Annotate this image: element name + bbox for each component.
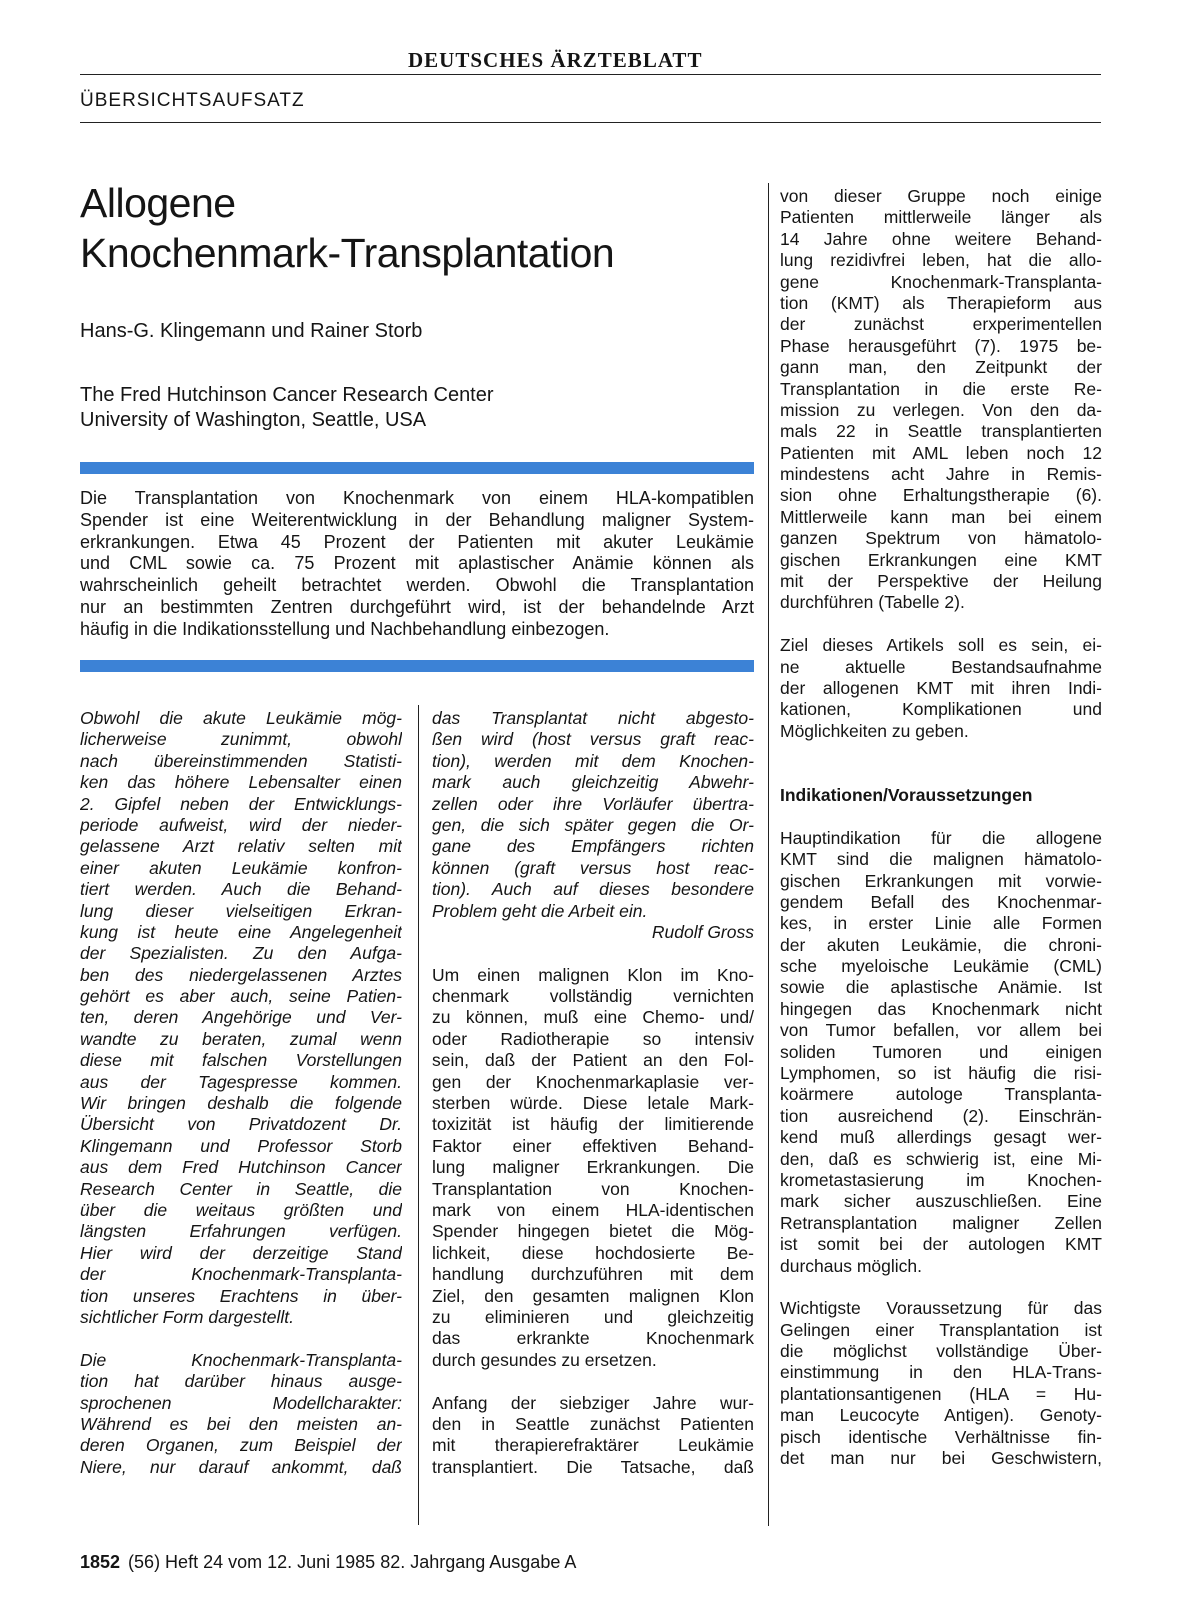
text-line: zellen oder ihre Vorläufer übertra- [432, 793, 754, 814]
text-line: Retransplantation maligner Zellen [780, 1212, 1102, 1233]
text-line: längsten Erfahrungen verfügen. [80, 1221, 402, 1242]
text-line: lung maligner Erkrankungen. Die [432, 1157, 754, 1178]
abstract [80, 488, 754, 641]
text-line: das erkrankte Knochenmark [432, 1328, 754, 1349]
header-rule-top [80, 74, 1101, 75]
text-line: Ziel dieses Artikels soll es sein, ei- [780, 635, 1102, 656]
text-line: krometastasierung im Knochen- [780, 1169, 1102, 1190]
body-column-3 [780, 186, 1102, 1469]
text-line: gelassene Arzt relativ selten mit [80, 836, 402, 857]
text-line: nach übereinstimmenden Statisti- [80, 750, 402, 771]
text-line: Phase herausgeführt (7). 1975 be- [780, 335, 1102, 356]
text-line: Anfang der siebziger Jahre wur- [432, 1392, 754, 1413]
text-line: sowie die aplastische Anämie. Ist [780, 977, 1102, 998]
section-label: ÜBERSICHTSAUFSATZ [80, 90, 305, 111]
text-line: sion ohne Erhaltungstherapie (6). [780, 485, 1102, 506]
text-line: kung ist heute eine Angelegenheit [80, 921, 402, 942]
text-line: koärmere autologe Transplanta- [780, 1084, 1102, 1105]
text-line: zu eliminieren und gleichzeitig [432, 1306, 754, 1327]
affiliation-line: University of Washington, Seattle, USA [80, 409, 427, 431]
text-line: gane des Empfängers richten [432, 836, 754, 857]
text-line: mission zu verlegen. Von den da- [780, 399, 1102, 420]
text-line: und CML sowie ca. 75 Prozent mit aplastischer Anämie können als [80, 553, 754, 574]
text-line: wahrscheinlich geheilt betrachtet werden. Obwohl die Transplantation [80, 575, 754, 596]
text-line: von dieser Gruppe noch einige [780, 186, 1102, 206]
text-line: einer akuten Leukämie konfron- [80, 857, 402, 878]
text-line: pisch identische Verhältnisse fin- [780, 1426, 1102, 1447]
text-line: ne aktuelle Bestandsaufnahme [780, 656, 1102, 677]
text-line: ken das höhere Lebensalter einen [80, 772, 402, 793]
text-line: gen der Knochenmarkaplasie ver- [432, 1071, 754, 1092]
text-line: kes, in erster Linie alle Formen [780, 913, 1102, 934]
text-line: die möglichst vollständige Über- [780, 1341, 1102, 1362]
text-line: soliden Tumoren und einigen [780, 1041, 1102, 1062]
text-line: hingegen das Knochenmark nicht [780, 998, 1102, 1019]
text-line: Wichtigste Voraussetzung für das [780, 1298, 1102, 1319]
text-line: Lymphomen, so ist häufig die risi- [780, 1063, 1102, 1084]
text-line: ßen wird (host versus graft reac- [432, 729, 754, 750]
text-line: Problem geht die Arbeit ein. [432, 900, 648, 921]
text-line: transplantiert. Die Tatsache, daß [432, 1456, 754, 1477]
column-divider-2 [768, 183, 769, 1526]
text-line: Die Transplantation von Knochenmark von einem HLA-kompatiblen [80, 488, 754, 508]
text-line: durch gesundes zu ersetzen. [432, 1349, 657, 1370]
text-line: einstimmung in den HLA-Trans- [780, 1362, 1102, 1383]
text-line: gann man, den Zeitpunkt der [780, 357, 1102, 378]
text-line: toxizität ist häufig der limitierende [432, 1114, 754, 1135]
text-line: sein, daß der Patient an den Fol- [432, 1050, 754, 1071]
text-line: sche myeloische Leukämie (CML) [780, 956, 1102, 977]
text-line: mit therapierefraktärer Leukämie [432, 1435, 754, 1456]
text-line: zu können, muß eine Chemo- und/ [432, 1007, 754, 1028]
text-line: Möglichkeiten zu geben. [780, 720, 969, 741]
text-line: mindestens acht Jahre in Remis- [780, 464, 1102, 485]
text-line: man Leucocyte Antigen). Genoty- [780, 1405, 1102, 1426]
text-line: nur an bestimmten Zentren durchgeführt wird, ist der behandelnde Arzt [80, 596, 754, 617]
text-line: Spender hingegen bietet die Mög- [432, 1221, 754, 1242]
text-line: KMT sind die malignen hämatolo- [780, 849, 1102, 870]
text-line: 2. Gipfel neben der Entwicklungs- [80, 793, 402, 814]
text-line: tion unseres Erachtens in über- [80, 1285, 402, 1306]
text-line: den, daß es schwierig ist, eine Mi- [780, 1148, 1102, 1169]
abstract-bar-top [80, 462, 754, 474]
header-rule-bottom [80, 122, 1101, 123]
text-line: Transplantation von Knochen- [432, 1178, 754, 1199]
text-line: tion ausreichend (2). Einschrän- [780, 1105, 1102, 1126]
text-line: tion). Auch auf dieses besondere [432, 879, 754, 900]
article-affiliation [80, 383, 494, 433]
editorial-signature: Rudolf Gross [651, 921, 754, 942]
text-line: tion), werden mit dem Knochen- [432, 750, 754, 771]
text-line: tion hat darüber hinaus ausge- [80, 1371, 402, 1392]
text-line: mark sicher auszuschließen. Eine [780, 1191, 1102, 1212]
text-line: lung rezidivfrei leben, hat die allo- [780, 250, 1102, 271]
section-heading: Indikationen/Voraussetzungen [780, 784, 1033, 805]
text-line: gene Knochenmark-Transplanta- [780, 271, 1102, 292]
text-line: durchführen (Tabelle 2). [780, 592, 965, 613]
text-line: der zunächst erxperimentellen [780, 314, 1102, 335]
text-line: das Transplantat nicht abgesto- [432, 708, 754, 728]
text-line: ganzen Spektrum von hämatolo- [780, 528, 1102, 549]
text-line: Ziel, den gesamten malignen Klon [432, 1285, 754, 1306]
text-line: ist somit bei der autologen KMT [780, 1234, 1102, 1255]
text-line: Gelingen einer Transplantation ist [780, 1319, 1102, 1340]
affiliation-line: The Fred Hutchinson Cancer Research Center [80, 384, 494, 406]
text-line: periode aufweist, wird der nieder- [80, 814, 402, 835]
text-line: aus dem Fred Hutchinson Cancer [80, 1157, 402, 1178]
abstract-bar-bottom [80, 660, 754, 672]
text-line: Mittlerweile kann man bei einem [780, 506, 1102, 527]
text-line: diese mit falschen Vorstellungen [80, 1050, 402, 1071]
text-line: Um einen malignen Klon im Kno- [432, 964, 754, 985]
text-line: mark auch gleichzeitig Abwehr- [432, 772, 754, 793]
text-line: Während es bei den meisten an- [80, 1413, 402, 1434]
text-line: gehört es aber auch, seine Patien- [80, 986, 402, 1007]
text-line: Patienten mittlerweile länger als [780, 207, 1102, 228]
text-line: den in Seattle zunächst Patienten [432, 1413, 754, 1434]
text-line: gendem Befall des Knochenmar- [780, 891, 1102, 912]
text-line: der allogenen KMT mit ihren Indi- [780, 677, 1102, 698]
text-line: erkrankungen. Etwa 45 Prozent der Patienten mit akuter Leukämie [80, 531, 754, 552]
text-line: Research Center in Seattle, die [80, 1178, 402, 1199]
text-line: aus der Tagespresse kommen. [80, 1071, 402, 1092]
text-line: tiert werden. Auch die Behand- [80, 879, 402, 900]
text-line: oder Radiotherapie so intensiv [432, 1028, 754, 1049]
text-line: tion (KMT) als Therapieform aus [780, 292, 1102, 313]
text-line: Patienten mit AML leben noch 12 [780, 442, 1102, 463]
text-line: ten, deren Angehörige und Ver- [80, 1007, 402, 1028]
title-line: Allogene [80, 180, 236, 226]
text-line: chenmark vollständig vernichten [432, 986, 754, 1007]
text-line: sprochenen Modellcharakter: [80, 1392, 402, 1413]
text-line: gischen Erkrankungen mit vorwie- [780, 870, 1102, 891]
text-line: Transplantation in die erste Re- [780, 378, 1102, 399]
text-line: lichkeit, diese hochdosierte Be- [432, 1242, 754, 1263]
text-line: det man nur bei Geschwistern, [780, 1448, 1102, 1469]
text-line: gischen Erkrankungen eine KMT [780, 549, 1102, 570]
article-authors: Hans-G. Klingemann und Rainer Storb [80, 320, 423, 342]
text-line: kationen, Komplikationen und [780, 699, 1102, 720]
footer-info: (56) Heft 24 vom 12. Juni 1985 82. Jahrgang Ausgabe A [128, 1552, 577, 1572]
text-line: plantationsantigenen (HLA = Hu- [780, 1383, 1102, 1404]
text-line: 14 Jahre ohne weitere Behand- [780, 228, 1102, 249]
text-line: Klingemann und Professor Storb [80, 1135, 402, 1156]
text-line: der akuten Leukämie, die chroni- [780, 934, 1102, 955]
text-line: sichtlicher Form dargestellt. [80, 1306, 294, 1327]
text-line: mit der Perspektive der Heilung [780, 571, 1102, 592]
text-line: über die weitaus größten und [80, 1199, 402, 1220]
text-line: licherweise zunimmt, obwohl [80, 729, 402, 750]
text-line: mark von einem HLA-identischen [432, 1199, 754, 1220]
text-line: wandte zu beraten, zumal wenn [80, 1028, 402, 1049]
body-column-2 [432, 708, 754, 1478]
text-line: Obwohl die akute Leukämie mög- [80, 708, 402, 728]
text-line: Faktor einer effektiven Behand- [432, 1135, 754, 1156]
article-title [80, 178, 740, 278]
page-number: 1852 [80, 1552, 121, 1572]
text-line: der Spezialisten. Zu den Aufga- [80, 943, 402, 964]
text-line: Übersicht von Privatdozent Dr. [80, 1114, 402, 1135]
text-line: von Tumor befallen, vor allem bei [780, 1020, 1102, 1041]
text-line: durchaus möglich. [780, 1255, 923, 1276]
text-line: Hauptindikation für die allogene [780, 827, 1102, 848]
journal-name: DEUTSCHES ÄRZTEBLATT [408, 48, 703, 72]
page-footer [80, 1552, 576, 1573]
text-line: Wir bringen deshalb die folgende [80, 1093, 402, 1114]
text-line: handlung durchzuführen mit dem [432, 1264, 754, 1285]
text-line: Niere, nur darauf ankommt, daß [80, 1456, 402, 1477]
text-line: Die Knochenmark-Transplanta- [80, 1349, 402, 1370]
text-line: können (graft versus host reac- [432, 857, 754, 878]
text-line: Spender ist eine Weiterentwicklung in der Behandlung maligner System- [80, 509, 754, 530]
editorial-column-1 [80, 708, 402, 1478]
text-line: häufig in die Indikationsstellung und Nachbehandlung einbezogen. [80, 618, 610, 639]
text-line: Hier wird der derzeitige Stand [80, 1242, 402, 1263]
text-line: ben des niedergelassenen Arztes [80, 964, 402, 985]
text-line: sterben würde. Diese letale Mark- [432, 1093, 754, 1114]
column-divider-1 [418, 705, 419, 1525]
text-line: mals 22 in Seattle transplantierten [780, 421, 1102, 442]
text-line: gen, die sich später gegen die Or- [432, 814, 754, 835]
title-line: Knochenmark-Transplantation [80, 230, 615, 276]
text-line: kend muß allerdings gesagt wer- [780, 1127, 1102, 1148]
text-line: deren Organen, zum Beispiel der [80, 1435, 402, 1456]
text-line: lung dieser vielseitigen Erkran- [80, 900, 402, 921]
text-line: der Knochenmark-Transplanta- [80, 1264, 402, 1285]
